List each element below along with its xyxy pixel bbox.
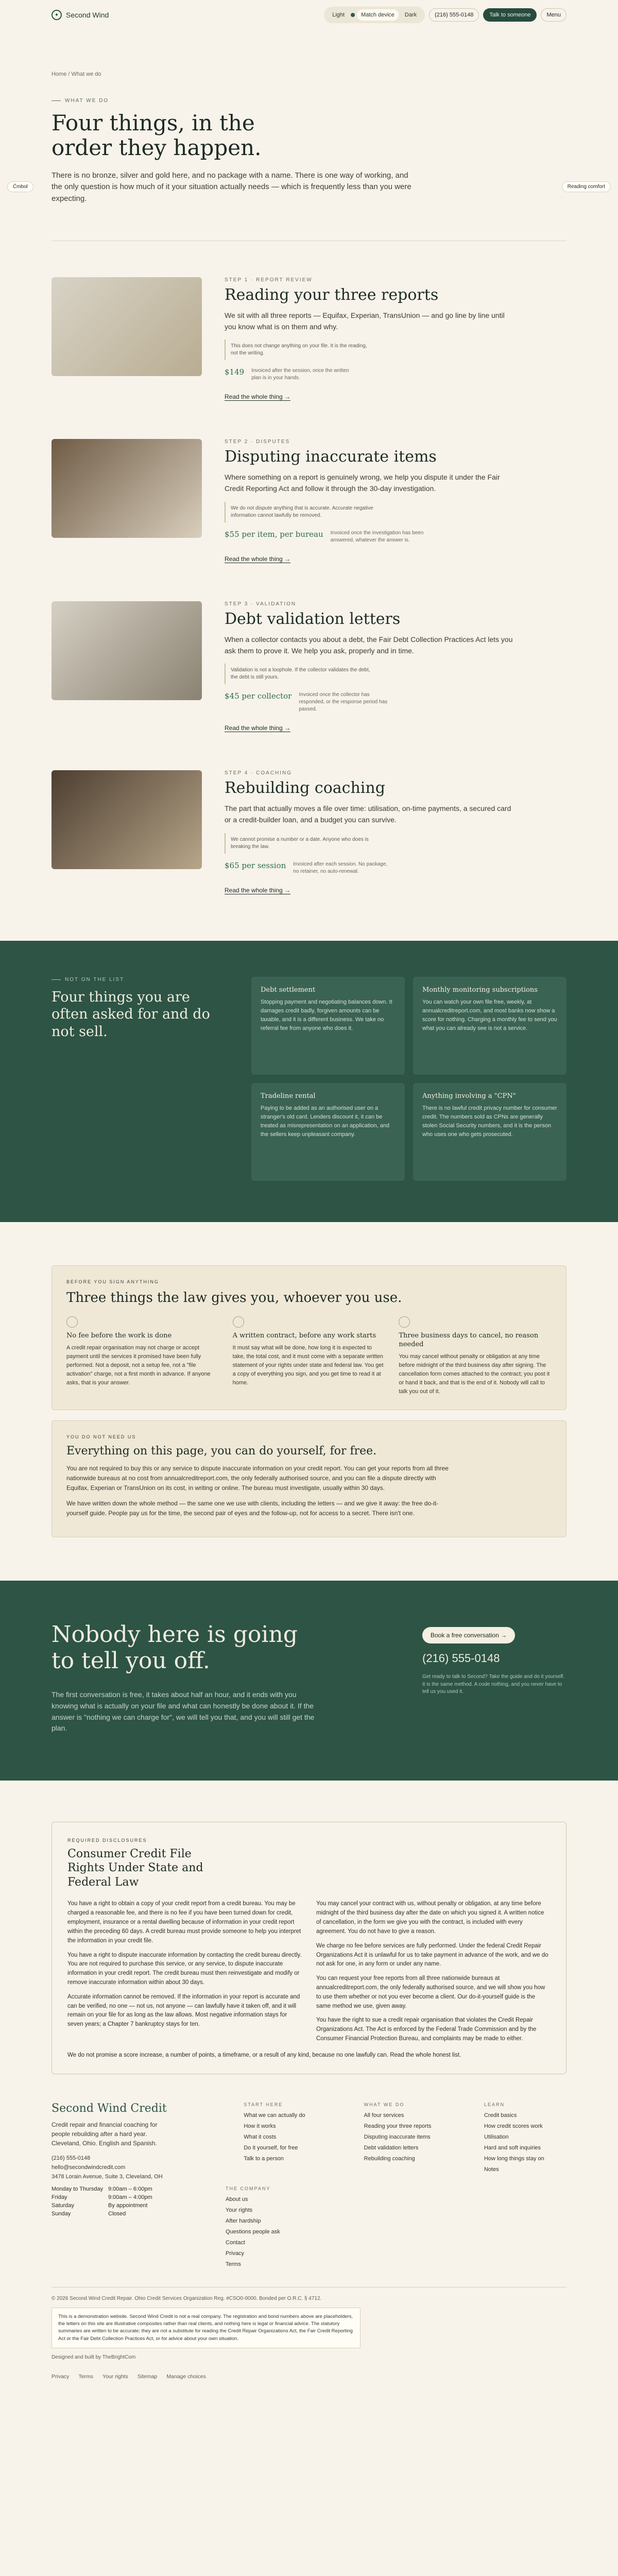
top-bar xyxy=(0,0,618,30)
cta-phone[interactable]: (216) 555-0148 xyxy=(422,1652,500,1665)
header-actions xyxy=(324,7,566,23)
hero-intro: There is no bronze, silver and gold here, and no package with a name. There is one way of working, and the only question is how much of it your situation actually needs — which is frequently less than you were expecting. xyxy=(52,171,411,203)
footer-address: 3478 Lorain Avenue, Suite 3, Cleveland, OH xyxy=(52,2173,163,2180)
disclosures-label: REQUIRED DISCLOSURES xyxy=(67,1837,147,1843)
service-price xyxy=(225,367,566,382)
hours-time: 9:00am – 4:00pm xyxy=(108,2194,152,2200)
footer-link[interactable]: Terms xyxy=(226,2261,241,2267)
law-title: A written contract, before any work starts xyxy=(232,1332,376,1340)
service-desc: We sit with all three reports — Equifax, Experian, TransUnion — and go line by line until you know what is on them and why. xyxy=(225,311,505,331)
footer-link[interactable]: Reading your three reports xyxy=(364,2123,432,2129)
disclosures-title: Consumer Credit File Rights Under State and Federal Law xyxy=(67,1847,203,1889)
laws-label: BEFORE YOU SIGN ANYTHING xyxy=(66,1279,159,1284)
laws-box xyxy=(52,1265,566,1411)
footer-link[interactable]: Hard and soft inquiries xyxy=(484,2144,541,2151)
laws-grid xyxy=(66,1316,552,1396)
price-note: Invoiced once the investigation has been answered, whatever the answer is. xyxy=(330,530,424,543)
price-value: $55 per item, per bureau xyxy=(225,529,323,539)
service-title: Disputing inaccurate items xyxy=(225,448,437,466)
footer-link[interactable]: Do it yourself, for free xyxy=(244,2144,298,2151)
disclosures-closing: We do not promise a score increase, a number of points, a timeframe, or a result of any kind, because no one lawfully can. Read the whole honest list. xyxy=(67,2052,461,2058)
not-on-list-title: Four things you are often asked for and do not sell. xyxy=(52,989,210,1040)
hours-time: 9:00am – 6:00pm xyxy=(108,2185,152,2192)
footer-link[interactable]: Rebuilding coaching xyxy=(364,2155,415,2162)
disclosure-paragraph: You have a right to dispute inaccurate information by contacting the credit bureau directly. You are not required to purchase this service, or any service, to dispute inaccurate information in your credit report. The credit bureau must then reinvestigate and modify or remove inaccurate information within about 30 days. xyxy=(67,1952,302,1986)
diy-paragraph-1: You are not required to buy this or any service to dispute inaccurate information on your credit report. You can get your reports from all three nationwide bureaus at no cost from annualcreditreport.com, the only federally authorised source, and you can file a dispute directly with Equifax, Experian or TransUnion on its cost, in writing or online. The bureau must investigate, usually within 30 days. xyxy=(66,1465,449,1492)
disclosures-left xyxy=(67,1900,302,2048)
disclosures xyxy=(52,1822,566,2074)
service-step: STEP 1 · REPORT REVIEW xyxy=(225,277,313,283)
read-more-link[interactable]: Read the whole thing → xyxy=(225,393,291,401)
footer-col-title: LEARN xyxy=(484,2102,505,2107)
breadcrumb-sep: / xyxy=(68,71,70,77)
footer-col-start xyxy=(244,2102,326,2217)
card-text: Paying to be added as an authorised user on a stranger's old card. Lenders discount it, it can be treated as misrepresentation on an application, and the sellers keep unpleasant company. xyxy=(261,1105,390,1138)
reading-comfort-button[interactable]: Reading comfort xyxy=(562,181,611,192)
footer-link[interactable]: Utilisation xyxy=(484,2133,509,2140)
book-conversation-button[interactable]: Book a free conversation → xyxy=(422,1627,515,1643)
page-title: Four things, in the order they happen. xyxy=(52,110,262,161)
service-image xyxy=(52,277,202,376)
footer xyxy=(52,2102,566,2217)
footer-link[interactable]: Debt validation letters xyxy=(364,2144,419,2151)
service-body xyxy=(225,770,566,894)
built-by[interactable]: Designed and built by TheBrightCom xyxy=(52,2354,136,2360)
law-text: You may cancel without penalty or obligation at any time before midnight of the third business day after signing. The cancellation form comes attached to the contract; you post it or hand it back, and that is the end of it. Nobody will call to talk you out of it. xyxy=(399,1353,550,1395)
service-step: STEP 3 · VALIDATION xyxy=(225,601,297,607)
law-item xyxy=(66,1316,219,1396)
footer-link[interactable]: All four services xyxy=(364,2112,404,2119)
card-text: Stopping payment and negotiating balances down. It damages credit badly, forgiven amounts can be taxable, and it is a different business. We take no referral fee from anyone who does it. xyxy=(261,998,392,1031)
service-image xyxy=(52,770,202,869)
service-note xyxy=(225,664,379,684)
footer-link[interactable]: Contact xyxy=(226,2239,245,2246)
cta-small-print: Get ready to talk to Second? Take the guide and do it yourself. It is the same method. A code nothing, and you never have to tell us you used it. xyxy=(422,1674,565,1695)
footer-hours xyxy=(52,2186,206,2217)
header-phone[interactable]: (216) 555-0148 xyxy=(429,8,479,22)
price-note: Invoiced after the session, once the written plan is in your hands. xyxy=(251,368,349,381)
cta-band xyxy=(0,1581,618,1781)
theme-dark[interactable]: Dark xyxy=(404,12,417,18)
disclosure-paragraph: You may cancel your contract with us, without penalty or obligation, at any time before midnight of the third business day after the date on which you signed it. A written notice of cancellation, in the form we give you with the contract, is included with every agreement. You do not have to give a reason. xyxy=(316,1901,544,1935)
disclosure-paragraph: You have a right to obtain a copy of your credit report from a credit bureau. You may be charged a reasonable fee, and there is no fee if you have been turned down for credit, employment, insurance or a rental dwelling because of information in your credit report within the preceding 60 days. A credit bureau must provide someone to help you interpret the information in your credit file. xyxy=(67,1901,301,1944)
footer-link[interactable]: What it costs xyxy=(244,2133,277,2140)
law-title: Three business days to cancel, no reason needed xyxy=(399,1332,539,1348)
brand[interactable] xyxy=(52,10,109,20)
theme-switcher xyxy=(324,7,425,23)
law-item xyxy=(233,1316,386,1396)
card-title: Anything involving a "CPN" xyxy=(422,1092,516,1100)
disclosure-paragraph: Accurate information cannot be removed. If the information in your report is accurate and can be verified, no one — not us, not anyone — can lawfully have it taken off, and it will remain on your file for as long as the law allows. Most negative information stays for seven years; a Chapter 7 bankruptcy stays for ten. xyxy=(67,1993,300,2028)
services-list xyxy=(52,277,566,894)
not-on-list-section xyxy=(0,941,618,1222)
breadcrumb-current: What we do xyxy=(71,71,101,77)
service-title: Reading your three reports xyxy=(225,286,439,304)
footer-phone[interactable]: (216) 555-0148 xyxy=(52,2155,91,2161)
menu-button[interactable]: Menu xyxy=(541,8,566,22)
service-row xyxy=(52,601,566,732)
hours-day: Sunday xyxy=(52,2210,71,2217)
service-body xyxy=(225,601,566,732)
side-tag-left[interactable]: Ćmbol xyxy=(7,181,33,192)
hours-day: Friday xyxy=(52,2194,67,2200)
breadcrumb-home[interactable]: Home xyxy=(52,71,67,77)
footer-link[interactable]: How long things stay on xyxy=(484,2155,544,2162)
service-price xyxy=(225,691,566,713)
law-item xyxy=(399,1316,552,1396)
not-sold-card xyxy=(413,1083,566,1181)
footer-link[interactable]: Questions people ask xyxy=(226,2228,280,2235)
service-note-text: We do not dispute anything that is accurate. Accurate negative information cannot lawfully be removed. xyxy=(231,505,373,518)
law-text: A credit repair organisation may not charge or accept payment until the services it promised have been fully performed. Not a deposit, not a setup fee, not a "file activation" charge, not a first month in advance. If anyone asks, that is your answer. xyxy=(66,1344,211,1386)
laws-title: Three things the law gives you, whoever you use. xyxy=(66,1290,402,1306)
not-sold-card xyxy=(251,977,405,1075)
footer-link[interactable]: About us xyxy=(226,2196,248,2202)
service-title: Rebuilding coaching xyxy=(225,779,385,798)
law-title: No fee before the work is done xyxy=(66,1332,172,1340)
hero xyxy=(52,71,566,241)
service-note-text: We cannot promise a number or a date. Anyone who does is breaking the law. xyxy=(231,836,369,850)
copyright: © 2026 Second Wind Credit Repair. Ohio Credit Services Organization Reg. #CSO0-0000. Bonded per O.R.C. § 4712. xyxy=(52,2295,322,2301)
footer-brand: Second Wind Credit xyxy=(52,2102,167,2115)
legal-link[interactable]: Sitemap xyxy=(137,2373,158,2380)
price-value: $45 per collector xyxy=(225,691,292,701)
active-dot-icon xyxy=(351,13,355,17)
legal-links xyxy=(52,2374,566,2380)
disclosure-paragraph: You can request your free reports from all three nationwide bureaus at annualcreditreport.com, the only federally authorised source, and we will show you how to use them whether or not you ever become a client. Our do-it-yourself guide is the same method we use, given away. xyxy=(316,1975,545,2009)
service-row xyxy=(52,439,566,563)
demo-notice: This is a demonstration website. Second Wind Credit is not a real company. The registration and bond numbers above are placeholders, the letters on this site are illustrative composites rather than real clients, and nothing here is legal or financial advice. The statutory summaries are written to be accurate; they are not a substitute for reading the Credit Repair Organizations Act, the Fair Credit Reporting Act or the Fair Debt Collection Practices Act, or for advice about your own situation. xyxy=(52,2308,360,2348)
service-desc: The part that actually moves a file over time: utilisation, on-time payments, a secured card or a credit-builder loan, and a budget you can survive. xyxy=(225,804,511,824)
brand-name: Second Wind xyxy=(66,11,109,19)
card-text: You can watch your own file free, weekly, at annualcreditreport.com, and most banks now show a score for nothing. Charging a monthly fee to send you what you can already see is not a service. xyxy=(422,998,557,1031)
read-more-link[interactable]: Read the whole thing → xyxy=(225,886,291,894)
footer-link[interactable]: Notes xyxy=(484,2166,499,2173)
price-value: $65 per session xyxy=(225,860,286,870)
card-text: There is no lawful credit privacy number for consumer credit. The numbers sold as CPNs are generally stolen Social Security numbers, and it is the person who uses one who gets prosecuted. xyxy=(422,1105,557,1138)
card-title: Debt settlement xyxy=(261,986,316,994)
service-note-text: Validation is not a loophole. If the collector validates the debt, the debt is still yours. xyxy=(231,667,370,681)
disclosure-paragraph: You have the right to sue a credit repair organisation that violates the Credit Repair Organizations Act. The Act is enforced by the Federal Trade Commission and by the Consumer Financial Protection Bureau, and complaints may be made to either. xyxy=(316,2017,537,2042)
footer-blurb: Credit repair and financial coaching for people rebuilding after a hard year. Cleveland, Ohio. English and Spanish. xyxy=(52,2121,158,2147)
service-note xyxy=(225,502,379,522)
theme-device[interactable]: Match device xyxy=(357,9,399,21)
legal-link[interactable]: Terms xyxy=(78,2373,94,2380)
service-price xyxy=(225,861,566,875)
service-desc: When a collector contacts you about a debt, the Fair Debt Collection Practices Act lets you ask them to prove it. We help you ask, properly and in time. xyxy=(225,635,513,655)
service-note-text: This does not change anything on your file. It is the reading, not the writing. xyxy=(231,343,367,357)
theme-light[interactable]: Light xyxy=(332,12,345,18)
service-step: STEP 4 · COACHING xyxy=(225,770,293,776)
footer-link[interactable]: Talk to a person xyxy=(244,2155,284,2162)
footer-col-services xyxy=(364,2102,447,2217)
hours-day: Saturday xyxy=(52,2202,75,2209)
service-image xyxy=(52,601,202,700)
price-note: Invoiced after each session. No package, no retainer, no auto-renewal. xyxy=(293,861,388,874)
price-note: Invoiced once the collector has responded, or the response period has passed. xyxy=(299,692,388,713)
service-price xyxy=(225,530,566,544)
service-body xyxy=(225,439,566,563)
law-icon xyxy=(66,1316,78,1328)
hours-time: By appointment xyxy=(108,2202,148,2209)
diy-title: Everything on this page, you can do yourself, for free. xyxy=(66,1445,377,1458)
card-title: Monthly monitoring subscriptions xyxy=(422,986,538,994)
law-text: It must say what will be done, how long it is expected to take, the total cost, and it must come with a separate written statement of your rights under state and federal law. You get a copy of everything you sign, and you get time to read it at home. xyxy=(232,1344,384,1386)
service-note xyxy=(225,340,379,360)
cta-title: Nobody here is going to tell you off. xyxy=(52,1621,298,1674)
law-icon xyxy=(233,1316,244,1328)
not-on-list-eyebrow: NOT ON THE LIST xyxy=(52,977,227,982)
diy-label: YOU DO NOT NEED US xyxy=(66,1434,136,1440)
diy-paragraph-2: We have written down the whole method — the same one we use with clients, including the letters — and we give it away: the free do-it-yourself guide. People pay us for the time, the second pair of eyes and the follow-up, not for access to a secret. There isn't one. xyxy=(66,1499,439,1517)
footer-col-learn xyxy=(484,2102,566,2217)
footer-link[interactable]: Credit basics xyxy=(484,2112,517,2119)
footer-link[interactable]: Your rights xyxy=(226,2207,253,2213)
talk-button[interactable]: Talk to someone xyxy=(483,8,537,22)
footer-link[interactable]: After hardship xyxy=(226,2217,261,2224)
legal-link[interactable]: Privacy xyxy=(52,2373,70,2380)
footer-link[interactable]: How credit scores work xyxy=(484,2123,543,2129)
disclosure-paragraph: We charge no fee before services are fully performed. Under the federal Credit Repair Organizations Act it is unlawful for us to take payment in advance of the work, and we do not ask for one, in any form or under any name. xyxy=(316,1942,548,1968)
hero-eyebrow: WHAT WE DO xyxy=(52,98,566,104)
law-icon xyxy=(399,1316,410,1328)
service-note xyxy=(225,833,379,854)
price-value: $149 xyxy=(225,367,245,377)
footer-link[interactable]: What we can actually do xyxy=(244,2112,305,2119)
legal xyxy=(52,2287,566,2380)
service-desc: Where something on a report is genuinely wrong, we help you dispute it under the Fair Credit Reporting Act and follow it through the 30-day investigation. xyxy=(225,473,500,493)
service-body xyxy=(225,277,566,401)
card-title: Tradeline rental xyxy=(261,1092,316,1100)
service-row xyxy=(52,770,566,894)
not-on-list-cards xyxy=(251,977,566,1181)
footer-col-title: THE COMPANY xyxy=(226,2185,271,2191)
service-row xyxy=(52,277,566,401)
legal-link[interactable]: Manage choices xyxy=(166,2373,206,2380)
disclosures-right xyxy=(316,1900,551,2048)
footer-link[interactable]: Privacy xyxy=(226,2250,245,2257)
cta-text: The first conversation is free, it takes about half an hour, and it ends with you knowing what is actually on your file and what can honestly be done about it. If the answer is "nothing we can charge for", we will tell you that, and you will still get the plan. xyxy=(52,1690,315,1733)
footer-email[interactable]: hello@secondwindcredit.com xyxy=(52,2164,126,2171)
hours-day: Monday to Thursday xyxy=(52,2185,104,2192)
footer-col-title: WHAT WE DO xyxy=(364,2102,405,2107)
read-more-link[interactable]: Read the whole thing → xyxy=(225,724,291,732)
service-image xyxy=(52,439,202,538)
not-sold-card xyxy=(413,977,566,1075)
not-sold-card xyxy=(251,1083,405,1181)
footer-link[interactable]: How it works xyxy=(244,2123,276,2129)
service-step: STEP 2 · DISPUTES xyxy=(225,439,290,445)
hours-time: Closed xyxy=(108,2210,126,2217)
footer-col-title: START HERE xyxy=(244,2102,283,2107)
read-more-link[interactable]: Read the whole thing → xyxy=(225,555,291,563)
footer-link[interactable]: Disputing inaccurate items xyxy=(364,2133,431,2140)
diy-box xyxy=(52,1420,566,1537)
service-title: Debt validation letters xyxy=(225,609,401,628)
breadcrumb xyxy=(52,71,566,77)
logo-icon: ✦ xyxy=(52,10,62,20)
legal-link[interactable]: Your rights xyxy=(102,2373,128,2380)
